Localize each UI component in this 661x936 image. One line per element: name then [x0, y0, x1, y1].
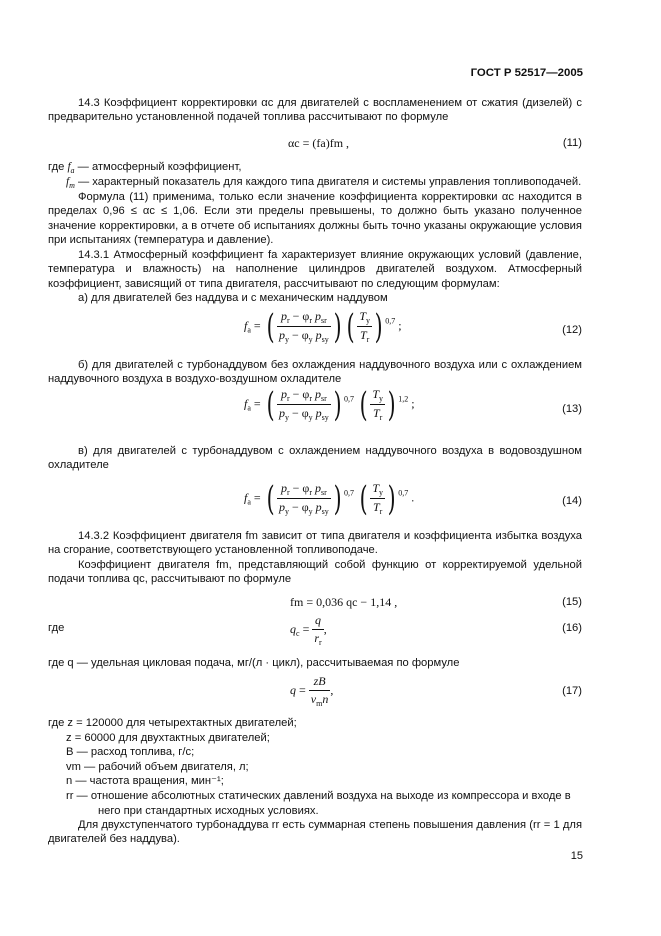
- def-fm: — характерный показатель для каждого типа двигателя и системы управления топливоподачей.: [78, 176, 582, 188]
- exp-12: 0,7: [385, 316, 396, 326]
- formula-12-number: (12): [562, 324, 582, 336]
- formula-17-number: (17): [562, 685, 582, 697]
- paragraph-two-stage: Для двухступенчатого турбонаддува rr есть суммарная степень повышения давления (rr = 1 для двигателей без наддува).: [48, 819, 582, 846]
- item-a: а) для двигателей без наддува и с механическим наддувом: [78, 292, 388, 304]
- paragraph-q-def: где q — удельная цикловая подача, мг/(л · цикл), рассчитываемая по формуле: [48, 657, 460, 669]
- exp-14-1: 0,7: [344, 488, 355, 498]
- formula-13-number: (13): [562, 403, 582, 415]
- def-vm: vm — рабочий объем двигателя, л;: [66, 760, 249, 773]
- def-fm-row: [66, 176, 581, 190]
- formula-15: fm = 0,036 qc − 1,14 ,: [290, 595, 398, 609]
- def-B: B — расход топлива, г/с;: [66, 746, 195, 759]
- symbol-fm: $f_m$: [66, 176, 75, 190]
- def-z-2stroke: z = 60000 для двухтактных двигателей;: [66, 731, 270, 744]
- def-n: n — частота вращения, мин⁻¹;: [66, 775, 224, 788]
- paragraph-formula-11-range: Формула (11) применима, только если значение коэффициента корректировки αc находится в пределах 0,96 ≤ αc ≤ 1,06. Если эти пределы превышены, то должно быть указано полученное значение корректировки, а в отчете об испытаниях должны быть точно указаны окружающие условия при испытаниях (температура и давление).: [48, 191, 582, 246]
- exp-13-1: 0,7: [344, 394, 355, 404]
- def-fa: — атмосферный коэффициент,: [77, 161, 242, 173]
- formula-12: $f_a$ = ( $\frac{p_r - \varphi_r p_{sr}}{p_y - \varphi_y p_{sy}}$ ) ( $\frac{T_y}{T_r}$ ) $^{0,7}$ ;: [244, 306, 402, 347]
- item-v: в) для двигателей с турбонаддувом с охлаждением наддувочного воздуха в водовоздушном охладителе: [48, 445, 582, 472]
- formula-16: $q_c$ = $\frac{q}{r_r}$ ,: [290, 613, 327, 647]
- formula-11-number: (11): [562, 137, 582, 149]
- page-number: 15: [570, 850, 583, 862]
- symbol-definitions: [48, 716, 582, 818]
- def-rr: rr — отношение абсолютных статических давлений воздуха на выходе из компрессора и входе в: [66, 789, 571, 802]
- formula-14: $f_a$ = ( $\frac{p_r - \varphi_r p_{sr}}{p_y - \varphi_y p_{sy}}$ ) $^{0,7}$ ( $\frac{T_y}{T_r}$ ) $^{0,7}$ .: [244, 478, 415, 519]
- item-b: б) для двигателей с турбонаддувом без охлаждения наддувочного воздуха или с охлаждением наддувочного воздуха в воздухо-воздушном охладителе: [48, 359, 582, 386]
- document-code: ГОСТ Р 52517—2005: [470, 67, 583, 79]
- paragraph-14-3: 14.3 Коэффициент корректировки αc для двигателей с воспламенением от сжатия (дизелей) с предварительно установленной подачей топлива рассчитывают по формуле: [48, 97, 582, 124]
- paragraph-14-3-1: 14.3.1 Атмосферный коэффициент fa характеризует влияние окружающих условий (давление, температура и влажность) на наполнение цилиндров двигателей воздухом. Атмосферный коэффициент, зависящий от типа двигателя, рассчитывают по следующим формулам:: [48, 249, 582, 290]
- def-rr-cont: него при стандартных исходных условиях.: [98, 804, 319, 817]
- where-label-1: [48, 161, 241, 175]
- formula-15-number: (15): [562, 596, 582, 608]
- formula-11: αc = (fa)fm ,: [288, 136, 350, 150]
- formula-14-end: .: [411, 490, 415, 505]
- exp-13-2: 1,2: [398, 394, 409, 404]
- formula-16-end: ,: [323, 621, 327, 636]
- formula-12-end: ;: [398, 318, 402, 333]
- formula-17: q = $\frac{zB}{v_mn}$ ,: [290, 674, 334, 708]
- formula-13: $f_a$ = ( $\frac{p_r - \varphi_r p_{sr}}{p_y - \varphi_y p_{sy}}$ ) $^{0,7}$ ( $\frac{T_y}{T_r}$ ) $^{1,2}$ ;: [244, 384, 415, 425]
- formula-16-number: (16): [562, 622, 582, 634]
- formula-13-end: ;: [411, 396, 415, 411]
- formula-17-end: ,: [330, 682, 334, 697]
- formula-14-number: (14): [562, 495, 582, 507]
- symbol-fa: $f_a$: [67, 161, 75, 175]
- paragraph-fm-function: Коэффициент двигателя fm, представляющий собой функцию от корректируемой удельной подачи топлива qc, рассчитывают по формуле: [48, 559, 582, 586]
- where-label-2: где: [48, 622, 65, 634]
- exp-14-2: 0,7: [398, 488, 409, 498]
- def-z-4stroke: где z = 120000 для четырехтактных двигателей;: [48, 717, 297, 729]
- paragraph-14-3-2: 14.3.2 Коэффициент двигателя fm зависит от типа двигателя и коэффициента избытка воздуха на сгорание, соответствующего установленной топливоподаче.: [48, 530, 582, 557]
- where-word: где: [48, 161, 65, 173]
